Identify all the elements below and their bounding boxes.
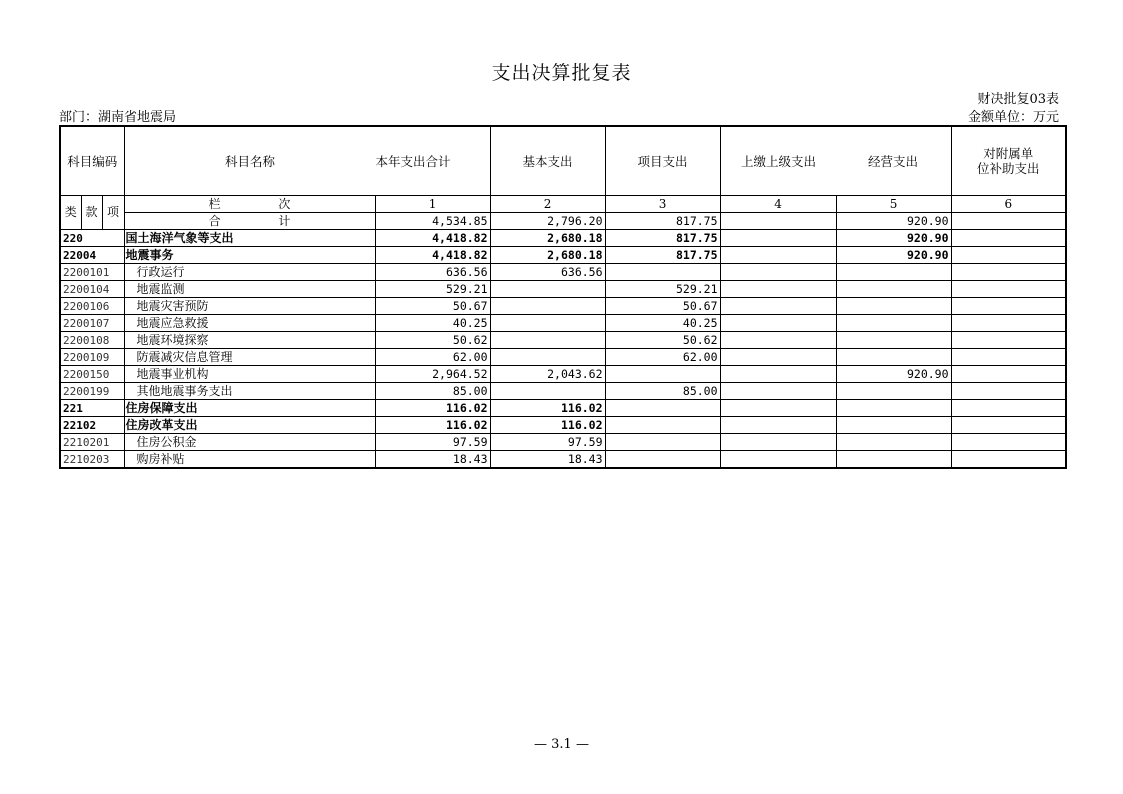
- row-total: 50.62: [375, 332, 490, 349]
- row-business: [836, 281, 951, 298]
- row-basic: [490, 315, 605, 332]
- row-name: 住房改革支出: [124, 417, 375, 434]
- row-basic: 2,680.18: [490, 247, 605, 264]
- row-name: 地震应急救援: [124, 315, 375, 332]
- row-project: [605, 434, 720, 451]
- col-num-2: 2: [490, 196, 605, 213]
- row-total: 50.67: [375, 298, 490, 315]
- row-upper: [720, 247, 836, 264]
- table-row: [60, 230, 1066, 247]
- row-basic: [490, 281, 605, 298]
- total-cell: 4,534.85: [375, 213, 490, 230]
- amount-unit-label: 金额单位：万元: [967, 110, 1059, 125]
- row-code: 2210201: [60, 434, 124, 451]
- row-basic: 636.56: [490, 264, 605, 281]
- row-code: 2200104: [60, 281, 124, 298]
- row-code: 2200150: [60, 366, 124, 383]
- header-business: 经营支出: [868, 153, 919, 169]
- row-basic: 116.02: [490, 400, 605, 417]
- row-business: 920.90: [836, 230, 951, 247]
- row-business: [836, 383, 951, 400]
- totals-row: [60, 213, 1066, 230]
- row-business: [836, 298, 951, 315]
- row-name: 地震事务: [124, 247, 375, 264]
- table-row: [60, 264, 1066, 281]
- row-upper: [720, 281, 836, 298]
- table-row: [60, 434, 1066, 451]
- row-business: [836, 264, 951, 281]
- row-name: 购房补贴: [124, 451, 375, 469]
- row-business: [836, 349, 951, 366]
- row-name: 地震灾害预防: [124, 298, 375, 315]
- row-project: 817.75: [605, 230, 720, 247]
- row-subsidy: [951, 451, 1066, 469]
- he-label: 合: [208, 213, 221, 228]
- row-name: 行政运行: [124, 264, 375, 281]
- header-xiang: 项: [102, 196, 124, 230]
- header-subsidy: [951, 126, 1066, 196]
- row-code: 2200199: [60, 383, 124, 400]
- expenditure-table: [59, 125, 1067, 469]
- row-business: [836, 400, 951, 417]
- row-project: 62.00: [605, 349, 720, 366]
- ji-label: 计: [278, 213, 291, 228]
- row-code: 220: [60, 230, 124, 247]
- header-total: 本年支出合计: [375, 153, 451, 169]
- row-subsidy: [951, 366, 1066, 383]
- row-upper: [720, 264, 836, 281]
- row-basic: 97.59: [490, 434, 605, 451]
- row-total: 116.02: [375, 400, 490, 417]
- col-num-5: 5: [836, 196, 951, 213]
- row-upper: [720, 332, 836, 349]
- row-code: 2210203: [60, 451, 124, 469]
- row-name: 地震事业机构: [124, 366, 375, 383]
- header-kuan: 款: [81, 196, 102, 230]
- row-subsidy: [951, 247, 1066, 264]
- row-upper: [720, 230, 836, 247]
- header-code: 科目编码: [60, 126, 124, 196]
- row-subsidy: [951, 383, 1066, 400]
- row-code: 22102: [60, 417, 124, 434]
- row-project: [605, 451, 720, 469]
- row-upper: [720, 349, 836, 366]
- row-business: 920.90: [836, 247, 951, 264]
- row-basic: [490, 298, 605, 315]
- header-lei: 类: [60, 196, 81, 230]
- row-name: 住房保障支出: [124, 400, 375, 417]
- row-code: 2200107: [60, 315, 124, 332]
- row-business: 920.90: [836, 366, 951, 383]
- row-total: 636.56: [375, 264, 490, 281]
- row-code: 2200109: [60, 349, 124, 366]
- col-num-1: 1: [375, 196, 490, 213]
- upper-cell: [720, 213, 836, 230]
- table-row: [60, 349, 1066, 366]
- row-total: 97.59: [375, 434, 490, 451]
- col-num-6: 6: [951, 196, 1066, 213]
- row-total: 529.21: [375, 281, 490, 298]
- row-project: 50.67: [605, 298, 720, 315]
- row-business: [836, 434, 951, 451]
- col-num-4: 4: [720, 196, 836, 213]
- row-basic: [490, 332, 605, 349]
- row-code: 221: [60, 400, 124, 417]
- lan-label: 栏: [208, 196, 221, 211]
- row-name: 防震减灾信息管理: [124, 349, 375, 366]
- row-project: [605, 366, 720, 383]
- table-row: [60, 451, 1066, 469]
- row-project: 817.75: [605, 247, 720, 264]
- row-project: [605, 264, 720, 281]
- row-project: [605, 400, 720, 417]
- row-upper: [720, 417, 836, 434]
- header-name: 科目名称: [225, 153, 276, 169]
- row-total: 18.43: [375, 451, 490, 469]
- row-upper: [720, 366, 836, 383]
- department-label: 部门：湖南省地震局: [59, 110, 177, 125]
- header-name-total: [124, 126, 490, 196]
- basic-cell: 2,796.20: [490, 213, 605, 230]
- row-project: 529.21: [605, 281, 720, 298]
- row-upper: [720, 315, 836, 332]
- row-subsidy: [951, 281, 1066, 298]
- row-subsidy: [951, 349, 1066, 366]
- table-row: [60, 383, 1066, 400]
- row-business: [836, 315, 951, 332]
- row-total: 4,418.82: [375, 230, 490, 247]
- row-business: [836, 332, 951, 349]
- row-name: 地震环境探察: [124, 332, 375, 349]
- row-project: 85.00: [605, 383, 720, 400]
- row-code: 22004: [60, 247, 124, 264]
- row-basic: 18.43: [490, 451, 605, 469]
- column-header-row: [60, 126, 1066, 196]
- row-total: 62.00: [375, 349, 490, 366]
- he-ji-label: [124, 213, 375, 230]
- row-upper: [720, 400, 836, 417]
- row-basic: 116.02: [490, 417, 605, 434]
- row-code: 2200106: [60, 298, 124, 315]
- row-total: 4,418.82: [375, 247, 490, 264]
- row-basic: 2,043.62: [490, 366, 605, 383]
- row-basic: [490, 349, 605, 366]
- col-num-3: 3: [605, 196, 720, 213]
- page-title: 支出决算批复表: [491, 62, 632, 84]
- row-project: 50.62: [605, 332, 720, 349]
- row-basic: [490, 383, 605, 400]
- row-subsidy: [951, 298, 1066, 315]
- row-subsidy: [951, 434, 1066, 451]
- row-code: 2200108: [60, 332, 124, 349]
- table-row: [60, 298, 1066, 315]
- table-row: [60, 315, 1066, 332]
- row-subsidy: [951, 332, 1066, 349]
- header-subsidy-line2: 位补助支出: [977, 161, 1040, 176]
- row-code: 2200101: [60, 264, 124, 281]
- row-total: 2,964.52: [375, 366, 490, 383]
- row-upper: [720, 451, 836, 469]
- row-business: [836, 451, 951, 469]
- row-total: 85.00: [375, 383, 490, 400]
- row-total: 40.25: [375, 315, 490, 332]
- row-business: [836, 417, 951, 434]
- column-number-row: [60, 196, 1066, 213]
- table-row: [60, 417, 1066, 434]
- row-subsidy: [951, 400, 1066, 417]
- header-basic: 基本支出: [490, 126, 605, 196]
- page-number: — 3.1 —: [534, 737, 589, 752]
- table-row: [60, 281, 1066, 298]
- row-name: 住房公积金: [124, 434, 375, 451]
- row-total: 116.02: [375, 417, 490, 434]
- header-upper: 上缴上级支出: [741, 153, 817, 169]
- ci-label: 次: [278, 196, 291, 211]
- header-upper-business: [720, 126, 951, 196]
- table-row: [60, 247, 1066, 264]
- lan-ci-label: [124, 196, 375, 213]
- row-upper: [720, 434, 836, 451]
- table-row: [60, 400, 1066, 417]
- row-subsidy: [951, 230, 1066, 247]
- row-subsidy: [951, 264, 1066, 281]
- row-name: 其他地震事务支出: [124, 383, 375, 400]
- row-subsidy: [951, 315, 1066, 332]
- project-cell: 817.75: [605, 213, 720, 230]
- row-basic: 2,680.18: [490, 230, 605, 247]
- row-upper: [720, 383, 836, 400]
- header-project: 项目支出: [605, 126, 720, 196]
- table-row: [60, 332, 1066, 349]
- row-subsidy: [951, 417, 1066, 434]
- row-project: [605, 417, 720, 434]
- business-cell: 920.90: [836, 213, 951, 230]
- form-number: 财决批复03表: [977, 92, 1059, 107]
- subsidy-cell: [951, 213, 1066, 230]
- row-project: 40.25: [605, 315, 720, 332]
- table-row: [60, 366, 1066, 383]
- row-name: 地震监测: [124, 281, 375, 298]
- row-upper: [720, 298, 836, 315]
- header-subsidy-line1: 对附属单: [983, 146, 1034, 161]
- row-name: 国土海洋气象等支出: [124, 230, 375, 247]
